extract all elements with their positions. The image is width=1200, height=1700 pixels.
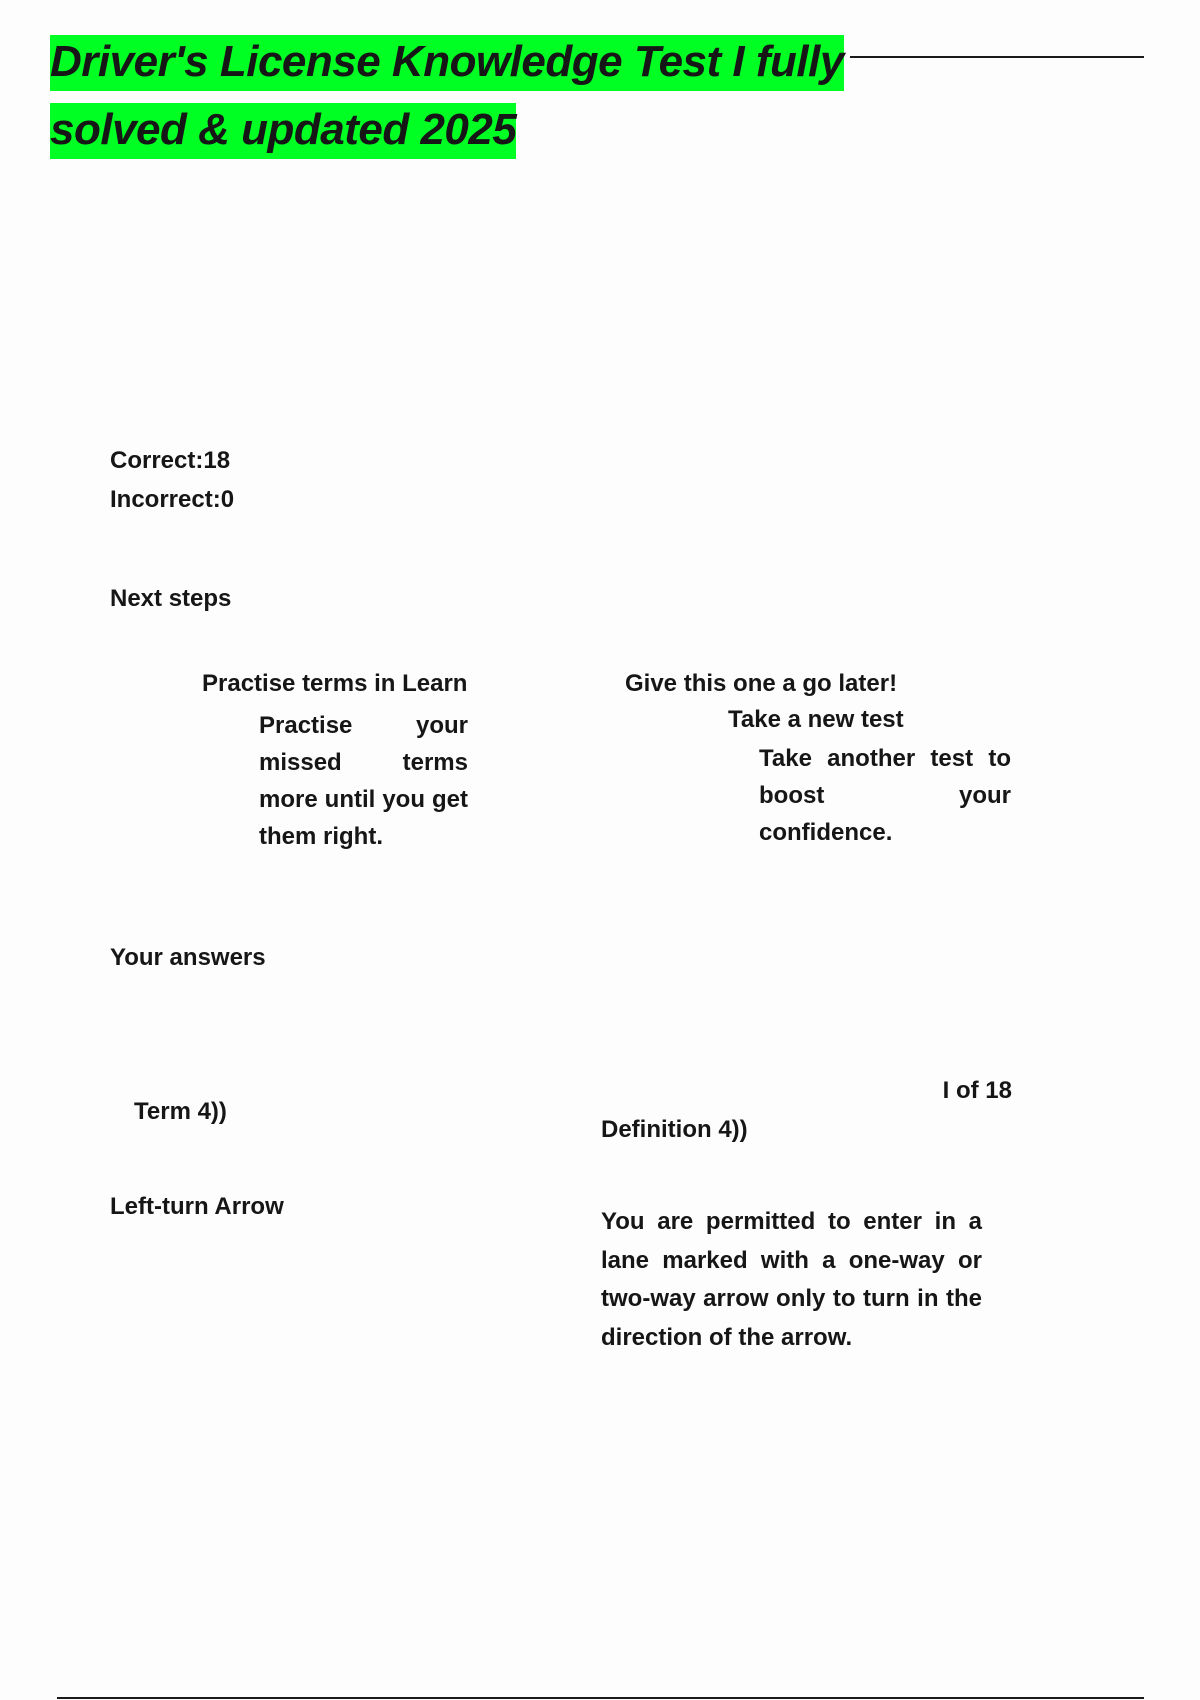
incorrect-count: Incorrect:0 (110, 486, 235, 513)
term-text: Left-turn Arrow (110, 1193, 284, 1220)
term-label: Term 4)) (134, 1098, 227, 1125)
question-counter: I of 18 (942, 1077, 1012, 1104)
definition-text: You are permitted to enter in a lane marked with a one-way or two-way arrow only to turn in the direction of the arrow. (601, 1208, 982, 1351)
new-test-option-title[interactable]: Take a new test (728, 706, 904, 733)
learn-option-title[interactable]: Practise terms in Learn (202, 670, 468, 697)
definition-label: Definition 4)) (601, 1116, 748, 1143)
title-highlight: Driver's License Knowledge Test I fully solved & updated 2025 (50, 35, 844, 159)
correct-count: Correct:18 (110, 447, 231, 474)
next-steps-heading: Next steps (110, 585, 232, 612)
document-title (50, 28, 930, 164)
learn-option-description: Practise your missed terms more until you get them right. (259, 712, 468, 850)
bottom-rule (57, 1697, 1144, 1699)
your-answers-heading: Your answers (110, 944, 266, 971)
new-test-option-description: Take another test to boost your confidence. (759, 745, 1011, 846)
later-option-prompt: Give this one a go later! (625, 670, 898, 697)
